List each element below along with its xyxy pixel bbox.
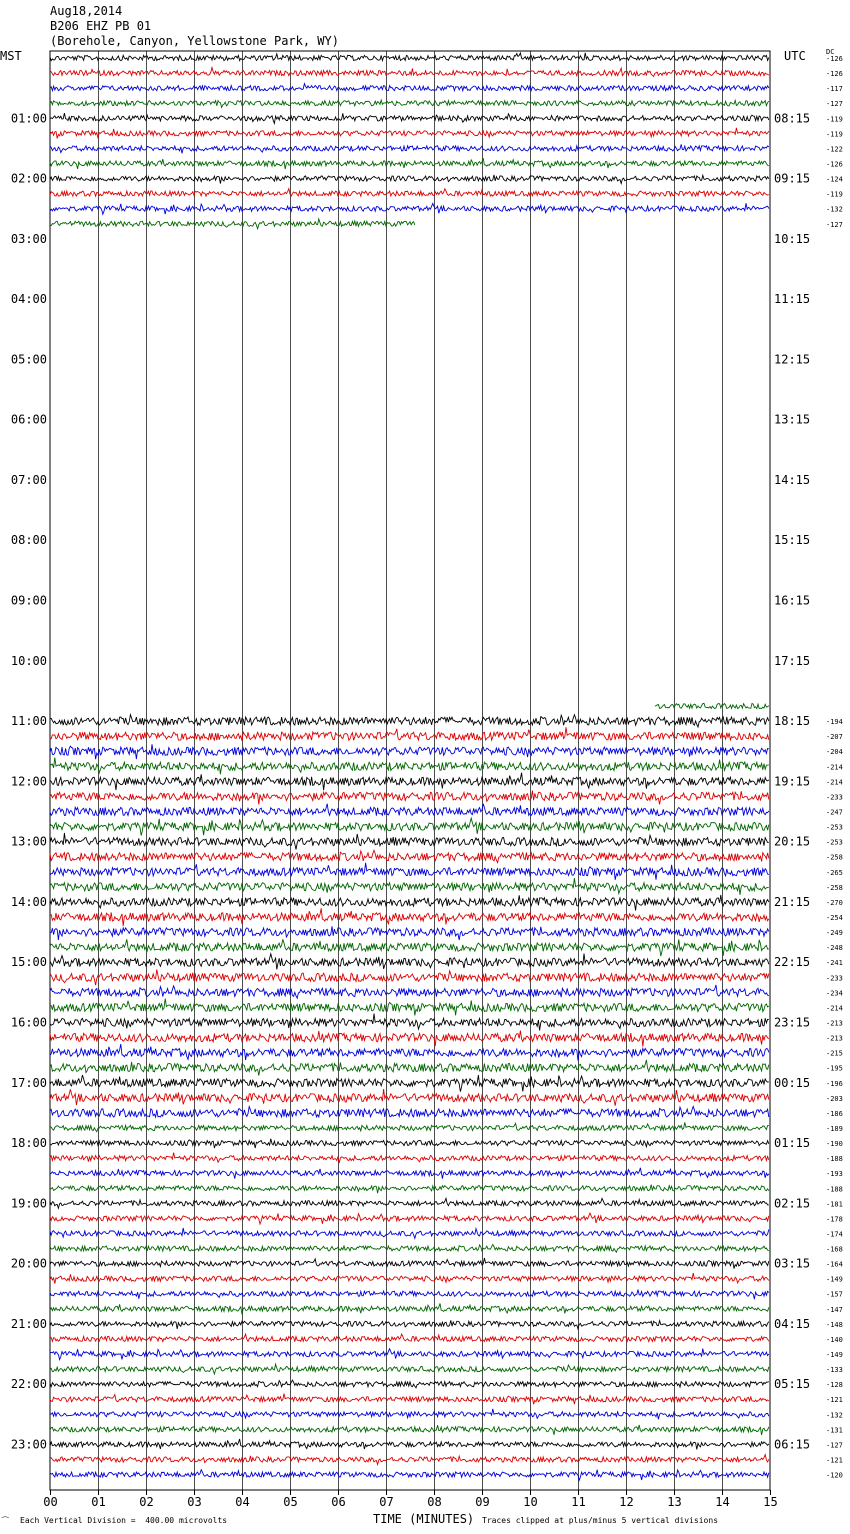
seismic-trace <box>50 818 769 835</box>
x-tick-label: 11 <box>571 1495 586 1509</box>
x-axis-title: TIME (MINUTES) <box>373 1512 475 1526</box>
trace-dc-value: -132 <box>826 205 843 214</box>
right-hour-label: 12:15 <box>774 352 811 367</box>
seismic-trace <box>50 999 769 1016</box>
seismic-trace <box>50 715 769 727</box>
trace-group <box>50 53 769 1480</box>
trace-dc-value: -133 <box>826 1366 843 1375</box>
right-hour-label: 17:15 <box>774 653 811 668</box>
right-hour-label: 16:15 <box>774 593 811 608</box>
trace-dc-value: -248 <box>826 944 843 953</box>
seismic-trace <box>50 863 769 880</box>
right-hour-label: 11:15 <box>774 292 811 307</box>
x-tick-label: 08 <box>427 1495 442 1509</box>
x-tick-label: 00 <box>43 1495 58 1509</box>
seismic-trace <box>50 1334 769 1342</box>
trace-dc-value: -126 <box>826 70 843 79</box>
left-hour-label: 03:00 <box>10 231 47 246</box>
seismic-trace <box>50 1380 769 1388</box>
left-hour-label: 21:00 <box>10 1316 47 1331</box>
x-tick-label: 04 <box>235 1495 250 1509</box>
right-hour-label: 09:15 <box>774 171 811 186</box>
seismic-trace <box>50 744 769 759</box>
trace-dc-value: -253 <box>826 823 843 832</box>
right-hour-label: 02:15 <box>774 1196 811 1211</box>
trace-dc-value: -178 <box>826 1215 843 1224</box>
left-hour-label: 15:00 <box>10 955 47 970</box>
seismic-trace <box>50 1044 769 1061</box>
right-hour-label: 14:15 <box>774 472 811 487</box>
seismic-trace <box>50 219 415 229</box>
trace-dc-value: -193 <box>826 1170 843 1179</box>
trace-dc-value: -117 <box>826 85 843 94</box>
seismic-trace <box>50 773 769 791</box>
trace-dc-value: -258 <box>826 883 843 892</box>
trace-dc-value: -207 <box>826 733 843 742</box>
seismic-trace <box>50 1198 769 1208</box>
right-hour-label: 23:15 <box>774 1015 811 1030</box>
trace-dc-value: -196 <box>826 1079 843 1088</box>
trace-dc-value: -147 <box>826 1305 843 1314</box>
trace-dc-value: -258 <box>826 853 843 862</box>
seismic-trace <box>50 1060 769 1076</box>
right-hour-label: 19:15 <box>774 774 811 789</box>
trace-dc-value: -119 <box>826 190 843 199</box>
seismic-trace <box>50 1290 769 1300</box>
seismic-trace <box>50 833 769 850</box>
x-tick-label: 01 <box>91 1495 106 1509</box>
seismic-trace <box>50 908 769 926</box>
trace-dc-value: -124 <box>826 175 843 184</box>
seismic-trace <box>50 926 769 940</box>
seismic-trace <box>50 1089 769 1106</box>
left-hour-label: 09:00 <box>10 593 47 608</box>
trace-dc-value: -149 <box>826 1351 843 1360</box>
right-hour-label: 05:15 <box>774 1377 811 1392</box>
trace-dc-value: -127 <box>826 100 843 109</box>
right-hour-label: 22:15 <box>774 955 811 970</box>
trace-dc-value: -174 <box>826 1230 843 1239</box>
trace-dc-value: -265 <box>826 868 843 877</box>
seismic-trace <box>50 1185 769 1194</box>
trace-dc-value: -121 <box>826 1456 843 1465</box>
right-hour-label: 08:15 <box>774 111 811 126</box>
seismic-trace <box>50 791 769 805</box>
clip-note: Traces clipped at plus/minus 5 vertical divisions <box>482 1516 719 1525</box>
right-hour-label: 20:15 <box>774 834 811 849</box>
seismic-trace <box>50 1213 769 1224</box>
trace-dc-value: -157 <box>826 1290 843 1299</box>
trace-dc-value: -234 <box>826 989 843 998</box>
trace-dc-value: -249 <box>826 929 843 938</box>
seismic-trace <box>50 1107 769 1118</box>
seismic-trace <box>50 1455 769 1465</box>
right-hour-label: 01:15 <box>774 1136 811 1151</box>
trace-dc-value: -186 <box>826 1109 843 1118</box>
seismic-trace <box>50 158 769 169</box>
seismic-trace <box>50 1228 769 1238</box>
left-hour-label: 04:00 <box>10 292 47 307</box>
seismic-trace <box>50 970 769 986</box>
x-tick-label: 09 <box>475 1495 490 1509</box>
x-tick-label: 14 <box>715 1495 730 1509</box>
seismic-trace <box>50 1364 769 1374</box>
trace-dc-value: -164 <box>826 1260 843 1269</box>
seismic-trace <box>50 1439 769 1449</box>
left-hour-label: 16:00 <box>10 1015 47 1030</box>
seismic-trace <box>50 144 769 153</box>
trace-dc-value: -214 <box>826 1004 843 1013</box>
right-hour-label: 06:15 <box>774 1437 811 1452</box>
trace-dc-value: -214 <box>826 763 843 772</box>
trace-dc-value: -126 <box>826 160 843 169</box>
right-hour-label: 03:15 <box>774 1256 811 1271</box>
seismic-trace <box>50 1168 769 1179</box>
trace-dc-value: -253 <box>826 838 843 847</box>
seismic-trace <box>50 1394 769 1405</box>
chart-station: B206 EHZ PB 01 <box>50 19 152 33</box>
trace-dc-value: -203 <box>826 1094 843 1103</box>
trace-dc-value: -131 <box>826 1426 843 1435</box>
trace-dc-value: -127 <box>826 1441 843 1450</box>
left-hour-label: 13:00 <box>10 834 47 849</box>
x-tick-label: 06 <box>331 1495 346 1509</box>
right-hour-label: 00:15 <box>774 1075 811 1090</box>
seismic-trace <box>50 128 769 139</box>
trace-dc-value: -132 <box>826 1411 843 1420</box>
seismic-trace <box>50 1031 769 1047</box>
trace-dc-value: -188 <box>826 1155 843 1164</box>
x-tick-label: 13 <box>667 1495 682 1509</box>
chart-location: (Borehole, Canyon, Yellowstone Park, WY) <box>50 34 339 48</box>
left-hour-label: 02:00 <box>10 171 47 186</box>
seismic-trace <box>50 189 769 197</box>
left-hour-label: 06:00 <box>10 412 47 427</box>
trace-dc-value: -194 <box>826 718 843 727</box>
right-hour-label: 18:15 <box>774 714 811 729</box>
seismic-trace <box>50 1470 769 1481</box>
trace-dc-value: -241 <box>826 959 843 968</box>
right-hour-label: 10:15 <box>774 231 811 246</box>
seismic-trace <box>50 113 769 123</box>
left-hour-label: 22:00 <box>10 1377 47 1392</box>
seismic-trace <box>50 203 769 214</box>
seismic-trace <box>50 84 769 91</box>
seismic-trace <box>50 878 769 895</box>
trace-dc-value: -126 <box>826 55 843 63</box>
trace-dc-value: -189 <box>826 1124 843 1133</box>
trace-dc-value: -122 <box>826 145 843 154</box>
seismic-trace <box>50 1139 769 1148</box>
trace-dc-value: -181 <box>826 1200 843 1209</box>
trace-dc-value: -121 <box>826 1396 843 1405</box>
left-hour-label: 05:00 <box>10 352 47 367</box>
trace-dc-value: -149 <box>826 1275 843 1284</box>
trace-dc-value: -140 <box>826 1335 843 1344</box>
x-tick-label: 03 <box>187 1495 202 1509</box>
left-hour-label: 23:00 <box>10 1437 47 1452</box>
dc-column-label: DC <box>826 48 835 56</box>
trace-dc-value: -233 <box>826 793 843 802</box>
seismic-trace <box>50 1409 769 1420</box>
seismic-trace <box>50 1258 769 1269</box>
left-timezone-label: MST <box>0 49 22 63</box>
trace-dc-value: -270 <box>826 898 843 907</box>
plot-grid <box>50 51 771 1495</box>
trace-dc-value: -233 <box>826 974 843 983</box>
seismic-trace <box>50 758 769 775</box>
trace-dc-value: -213 <box>826 1034 843 1043</box>
trace-dc-value: -214 <box>826 778 843 787</box>
left-hour-label: 01:00 <box>10 111 47 126</box>
seismic-trace <box>50 1425 769 1435</box>
x-tick-label: 05 <box>283 1495 298 1509</box>
seismic-trace <box>50 1303 769 1314</box>
left-hour-label: 12:00 <box>10 774 47 789</box>
x-tick-label: 12 <box>619 1495 634 1509</box>
trace-dc-value: -119 <box>826 130 843 139</box>
division-note: Each Vertical Division = 400.00 microvolts <box>20 1516 228 1525</box>
seismic-trace <box>50 804 769 816</box>
trace-dc-value: -254 <box>826 913 843 922</box>
seismic-trace <box>50 1075 769 1092</box>
trace-dc-value: -120 <box>826 1471 843 1480</box>
seismic-trace <box>50 727 769 741</box>
seismic-trace <box>50 100 769 108</box>
x-tick-label: 15 <box>763 1495 778 1509</box>
seismic-trace <box>50 1153 769 1164</box>
trace-dc-value: -148 <box>826 1320 843 1329</box>
seismic-trace <box>50 1349 769 1360</box>
right-hour-label: 13:15 <box>774 412 811 427</box>
x-tick-label: 10 <box>523 1495 538 1509</box>
left-hour-label: 08:00 <box>10 533 47 548</box>
left-hour-label: 18:00 <box>10 1136 47 1151</box>
seismic-trace <box>50 985 769 998</box>
trace-dc-value: -168 <box>826 1245 843 1254</box>
seismic-trace <box>50 939 769 956</box>
seismic-trace <box>50 1122 769 1131</box>
right-timezone-label: UTC <box>784 49 806 63</box>
left-hour-label: 20:00 <box>10 1256 47 1271</box>
seismic-trace <box>50 1320 769 1329</box>
left-hour-label: 14:00 <box>10 894 47 909</box>
x-tick-label: 02 <box>139 1495 154 1509</box>
left-hour-label: 11:00 <box>10 714 47 729</box>
seismic-trace <box>50 895 769 911</box>
seismic-trace <box>655 703 769 708</box>
seismic-trace <box>50 1014 769 1031</box>
seismic-trace <box>50 850 769 862</box>
trace-dc-value: -204 <box>826 748 843 757</box>
trace-dc-value: -128 <box>826 1381 843 1390</box>
seismic-trace <box>50 1273 769 1284</box>
seismic-trace <box>50 1245 769 1253</box>
seismic-trace <box>50 68 769 77</box>
trace-dc-value: -247 <box>826 808 843 817</box>
right-hour-label: 04:15 <box>774 1316 811 1331</box>
x-tick-label: 07 <box>379 1495 394 1509</box>
scale-mark: ⁀ <box>2 1517 9 1526</box>
plot-frame <box>50 51 770 1490</box>
trace-dc-value: -195 <box>826 1064 843 1073</box>
chart-date: Aug18,2014 <box>50 4 123 18</box>
trace-dc-value: -215 <box>826 1049 843 1058</box>
left-hour-label: 17:00 <box>10 1075 47 1090</box>
seismic-trace <box>50 53 769 61</box>
left-hour-label: 10:00 <box>10 653 47 668</box>
left-hour-label: 07:00 <box>10 472 47 487</box>
trace-dc-value: -188 <box>826 1185 843 1194</box>
trace-dc-value: -127 <box>826 220 843 229</box>
trace-dc-value: -119 <box>826 115 843 124</box>
trace-dc-value: -190 <box>826 1140 843 1149</box>
seismic-trace <box>50 175 769 184</box>
trace-dc-value: -213 <box>826 1019 843 1028</box>
right-hour-label: 15:15 <box>774 533 811 548</box>
right-hour-label: 21:15 <box>774 894 811 909</box>
left-hour-label: 19:00 <box>10 1196 47 1211</box>
